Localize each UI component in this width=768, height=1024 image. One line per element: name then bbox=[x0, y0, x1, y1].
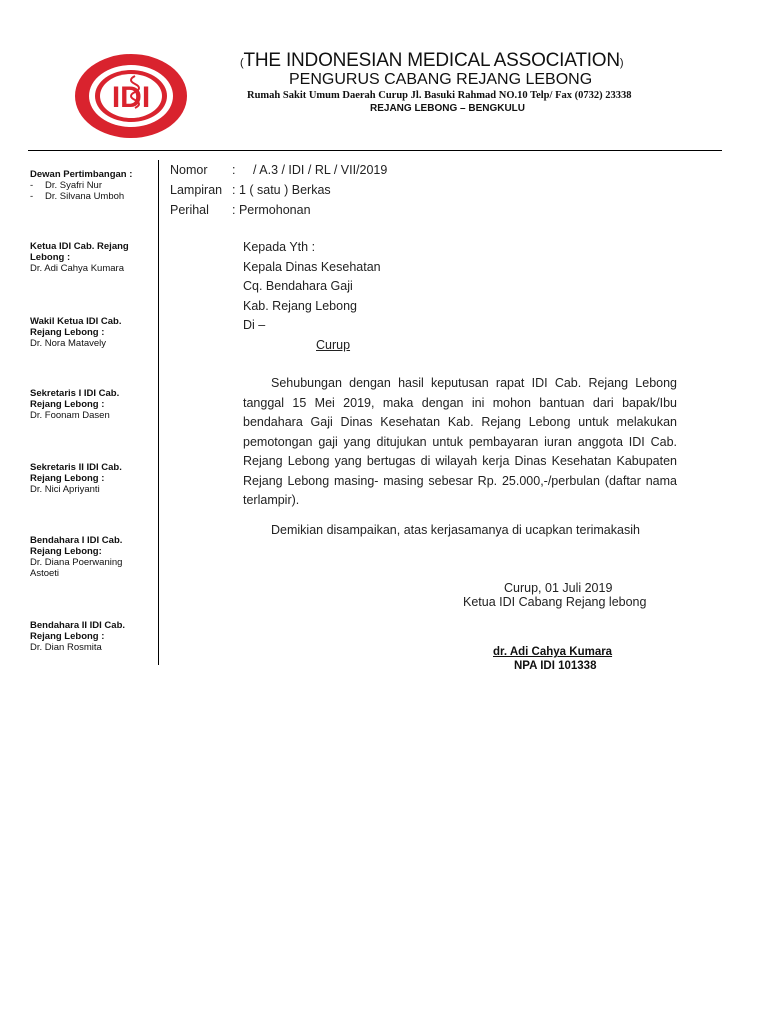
nomor-label: Nomor bbox=[170, 163, 208, 177]
sidebar-divider bbox=[158, 160, 159, 665]
sidebar-wakil: Wakil Ketua IDI Cab. Rejang Lebong : Dr. Nora Matavely bbox=[30, 316, 122, 349]
signature-npa: NPA IDI 101338 bbox=[514, 660, 597, 672]
org-address: Rumah Sakit Umum Daerah Curup Jl. Basuki Rahmad NO.10 Telp/ Fax (0732) 23338 bbox=[247, 90, 632, 101]
recipient-line-5: Di – bbox=[243, 318, 266, 332]
recipient-city: Curup bbox=[316, 338, 351, 352]
sidebar-sekretaris-1: Sekretaris I IDI Cab. Rejang Lebong : Dr. Foonam Dasen bbox=[30, 388, 120, 421]
sidebar-bendahara-2: Bendahara II IDI Cab. Rejang Lebong : Dr. Dian Rosmita bbox=[30, 620, 126, 653]
org-subtitle: PENGURUS CABANG REJANG LEBONG bbox=[289, 71, 593, 88]
lampiran-value: : 1 ( satu ) Berkas bbox=[232, 183, 331, 197]
body-paragraph-1: Sehubungan dengan hasil keputusan rapat IDI Cab. Rejang Lebong tanggal 15 Mei 2019, maka dengan ini mohon bantuan dari bapak/Ibu bendahara Gaji Dinas Kesehatan Kab. Rejang Lebong untuk melakukan pemotongan gaji yang ditujukan untuk pembayaran iuran anggota IDI Cab. Rejang Lebong yang bertugas di wilayah kerja Dinas Kesehatan Kabupaten Rejang Lebong masing- masing sebesar Rp. 25.000,-/perbulan (daftar nama terlampir). bbox=[243, 376, 677, 507]
org-city: REJANG LEBONG – BENGKULU bbox=[370, 103, 526, 114]
signature-position: Ketua IDI Cabang Rejang lebong bbox=[463, 595, 647, 609]
sidebar-ketua: Ketua IDI Cab. Rejang Lebong : Dr. Adi Cahya Kumara bbox=[30, 241, 129, 274]
org-title: (THE INDONESIAN MEDICAL ASSOCIATION) bbox=[240, 50, 624, 71]
sidebar-bendahara-1: Bendahara I IDI Cab. Rejang Lebong: Dr. Diana Poerwaning Astoeti bbox=[30, 535, 123, 579]
recipient-line-3: Cq. Bendahara Gaji bbox=[243, 279, 353, 293]
body-paragraph-2: Demikian disampaikan, atas kerjasamanya di ucapkan terimakasih bbox=[271, 523, 640, 537]
sidebar-dewan: Dewan Pertimbangan : - Dr. Syafri Nur - Dr. Silvana Umboh bbox=[30, 169, 133, 202]
perihal-value: : Permohonan bbox=[232, 203, 311, 217]
recipient-line-2: Kepala Dinas Kesehatan bbox=[243, 260, 381, 274]
nomor-value: / A.3 / IDI / RL / VII/2019 bbox=[253, 163, 388, 177]
nomor-sep: : bbox=[232, 163, 236, 177]
sidebar-sekretaris-2: Sekretaris II IDI Cab. Rejang Lebong : Dr. Nici Apriyanti bbox=[30, 462, 122, 495]
recipient-line-1: Kepada Yth : bbox=[243, 240, 316, 254]
letter-meta bbox=[170, 163, 470, 223]
logo-text: IDI bbox=[111, 81, 151, 114]
lampiran-label: Lampiran bbox=[170, 183, 223, 197]
perihal-label: Perihal bbox=[170, 203, 209, 217]
signature-place-date: Curup, 01 Juli 2019 bbox=[504, 581, 613, 595]
signature-name: dr. Adi Cahya Kumara bbox=[493, 646, 613, 658]
header-rule bbox=[28, 150, 722, 151]
recipient-line-4: Kab. Rejang Lebong bbox=[243, 299, 357, 313]
idi-logo bbox=[73, 52, 189, 140]
